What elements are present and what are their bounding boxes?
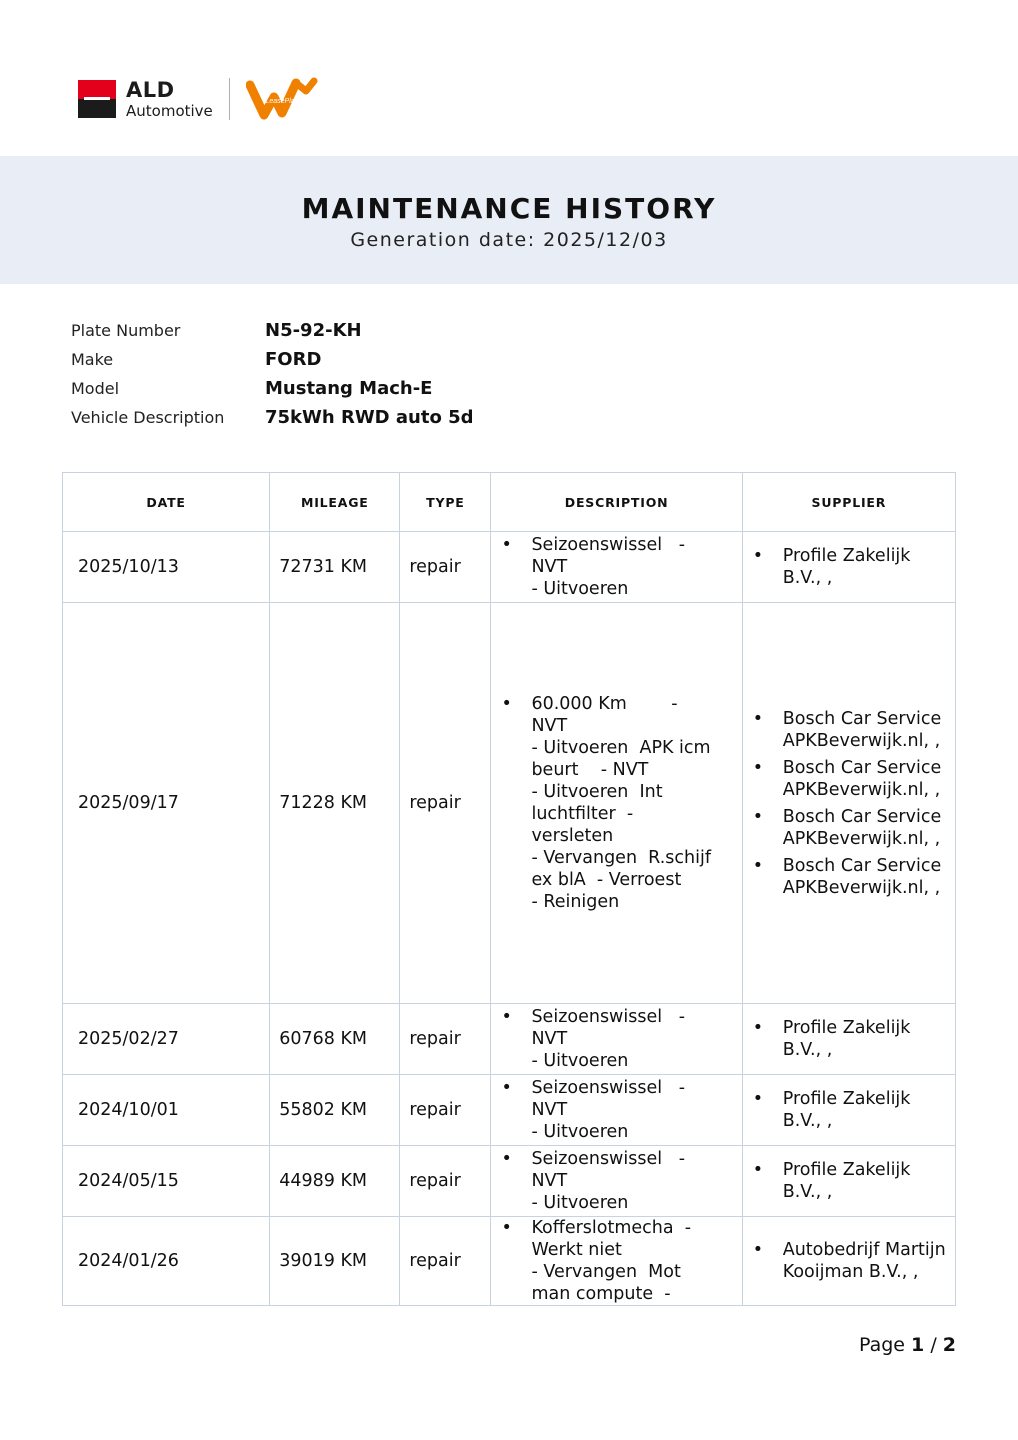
vehicle-info-value: FORD	[265, 349, 322, 370]
row-supplier	[742, 603, 955, 1004]
supplier-list	[743, 1159, 955, 1203]
row-description	[491, 532, 742, 603]
supplier-item: • Autobedrijf Martijn Kooijman B.V., ,	[783, 1239, 949, 1283]
ald-name: ALD	[126, 77, 175, 102]
row-mileage: 39019 KM	[270, 1217, 400, 1306]
description-list	[491, 1077, 741, 1143]
table-header-row	[63, 473, 956, 532]
description-item: • Seizoenswissel - NVT - Uitvoeren	[531, 1077, 735, 1143]
vehicle-info	[71, 316, 474, 432]
page-prefix: Page	[859, 1334, 912, 1356]
supplier-item: • Profile Zakelijk B.V., ,	[783, 1088, 949, 1132]
row-date: 2025/10/13	[63, 532, 270, 603]
supplier-item: • Profile Zakelijk B.V., ,	[783, 545, 949, 589]
table-row	[63, 1146, 956, 1217]
ald-logo-mark	[78, 80, 116, 118]
row-mileage: 60768 KM	[270, 1004, 400, 1075]
row-mileage: 55802 KM	[270, 1075, 400, 1146]
generation-date: Generation date: 2025/12/03	[350, 229, 668, 251]
vehicle-info-row	[71, 345, 474, 374]
row-supplier	[742, 1146, 955, 1217]
description-item: • Seizoenswissel - NVT - Uitvoeren	[531, 1006, 735, 1072]
supplier-list	[743, 1239, 955, 1283]
supplier-item: • Profile Zakelijk B.V., ,	[783, 1017, 949, 1061]
description-list	[491, 1217, 741, 1305]
vehicle-info-row	[71, 374, 474, 403]
vehicle-info-label: Make	[71, 350, 114, 369]
row-description	[491, 1146, 742, 1217]
col-header-mileage: MILEAGE	[270, 473, 400, 532]
row-date: 2024/01/26	[63, 1217, 270, 1306]
row-supplier	[742, 1217, 955, 1306]
row-type: repair	[400, 1146, 491, 1217]
vehicle-info-label: Vehicle Description	[71, 408, 225, 427]
supplier-item: • Bosch Car Service APKBeverwijk.nl, ,	[783, 806, 949, 850]
supplier-item: • Bosch Car Service APKBeverwijk.nl, ,	[783, 708, 949, 752]
description-list	[491, 693, 741, 913]
supplier-item: • Profile Zakelijk B.V., ,	[783, 1159, 949, 1203]
row-type: repair	[400, 603, 491, 1004]
description-list	[491, 1006, 741, 1072]
table-row	[63, 1217, 956, 1306]
row-description	[491, 603, 742, 1004]
total-pages: 2	[942, 1334, 956, 1356]
description-item: • Seizoenswissel - NVT - Uitvoeren	[531, 1148, 735, 1214]
row-description	[491, 1075, 742, 1146]
col-header-date: DATE	[63, 473, 270, 532]
table-row	[63, 1004, 956, 1075]
supplier-item: • Bosch Car Service APKBeverwijk.nl, ,	[783, 757, 949, 801]
row-type: repair	[400, 1004, 491, 1075]
row-supplier	[742, 1075, 955, 1146]
row-description	[491, 1217, 742, 1306]
vehicle-info-value: N5-92-KH	[265, 320, 362, 341]
maintenance-table	[62, 472, 956, 1306]
supplier-list	[743, 708, 955, 899]
header-band	[0, 156, 1018, 284]
description-item: • Seizoenswissel - NVT - Uitvoeren	[531, 534, 735, 600]
description-list	[491, 534, 741, 600]
row-mileage: 72731 KM	[270, 532, 400, 603]
row-date: 2024/10/01	[63, 1075, 270, 1146]
vehicle-info-label: Plate Number	[71, 321, 181, 340]
row-date: 2025/09/17	[63, 603, 270, 1004]
table-row	[63, 1075, 956, 1146]
logo-divider	[229, 78, 230, 120]
row-supplier	[742, 532, 955, 603]
row-date: 2025/02/27	[63, 1004, 270, 1075]
page-number	[859, 1334, 956, 1356]
ald-wordmark	[126, 77, 213, 120]
page-separator: /	[924, 1334, 943, 1356]
vehicle-info-value: Mustang Mach-E	[265, 378, 433, 399]
col-header-type: TYPE	[400, 473, 491, 532]
row-supplier	[742, 1004, 955, 1075]
supplier-item: • Bosch Car Service APKBeverwijk.nl, ,	[783, 855, 949, 899]
vehicle-info-value: 75kWh RWD auto 5d	[265, 407, 474, 428]
row-description	[491, 1004, 742, 1075]
col-header-description: DESCRIPTION	[491, 473, 742, 532]
page-title: MAINTENANCE HISTORY	[301, 192, 717, 225]
current-page: 1	[911, 1334, 925, 1356]
row-type: repair	[400, 1075, 491, 1146]
row-mileage: 71228 KM	[270, 603, 400, 1004]
vehicle-info-row	[71, 403, 474, 432]
description-item: • Kofferslotmecha - Werkt niet - Vervangen Mot man compute -	[531, 1217, 735, 1305]
col-header-supplier: SUPPLIER	[742, 473, 955, 532]
leaseplan-logo	[246, 77, 318, 121]
description-item: • 60.000 Km - NVT - Uitvoeren APK icm beurt - NVT - Uitvoeren Int luchtfilter - versleten - Vervangen R.schijf ex blA - Verroest - Reinigen	[531, 693, 735, 913]
row-mileage: 44989 KM	[270, 1146, 400, 1217]
description-list	[491, 1148, 741, 1214]
supplier-list	[743, 1017, 955, 1061]
supplier-list	[743, 1088, 955, 1132]
row-type: repair	[400, 1217, 491, 1306]
vehicle-info-label: Model	[71, 379, 120, 398]
leaseplan-logo-text: LeasePlan	[265, 98, 299, 105]
ald-subtitle: Automotive	[126, 101, 213, 120]
row-date: 2024/05/15	[63, 1146, 270, 1217]
supplier-list	[743, 545, 955, 589]
company-logo	[78, 78, 318, 120]
vehicle-info-row	[71, 316, 474, 345]
row-type: repair	[400, 532, 491, 603]
table-row	[63, 603, 956, 1004]
table-row	[63, 532, 956, 603]
